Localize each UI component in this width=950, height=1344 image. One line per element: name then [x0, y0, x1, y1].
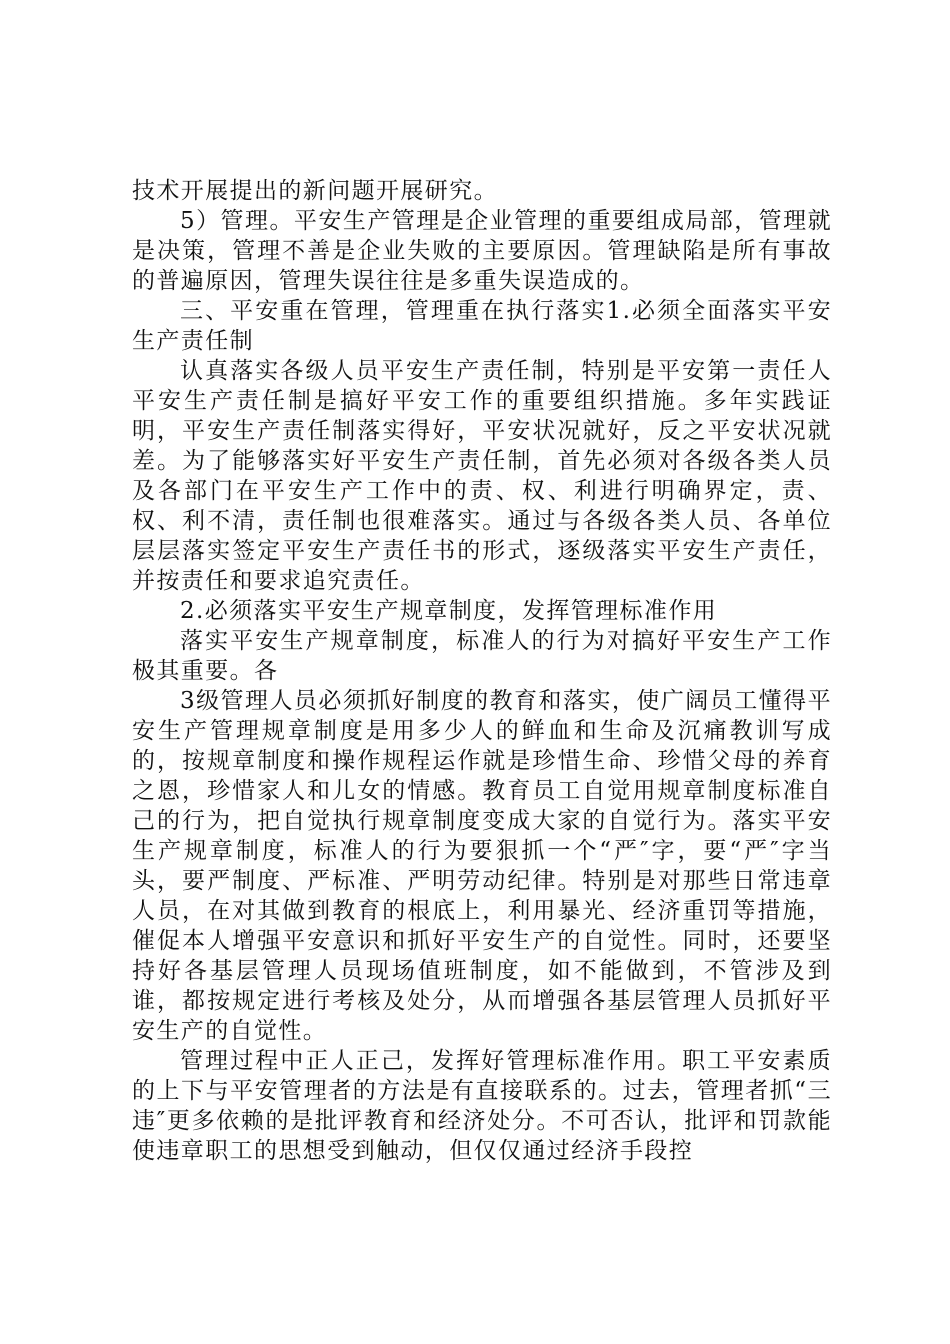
paragraph: 5）管理。平安生产管理是企业管理的重要组成局部，管理就是决策，管理不善是企业失败的主要原因。管理缺陷是所有事故的普遍原因，管理失误往往是多重失误造成的。 — [132, 208, 832, 294]
document-body — [132, 176, 832, 1166]
paragraph: 认真落实各级人员平安生产责任制，特别是平安第一责任人平安生产责任制是搞好平安工作的重要组织措施。多年实践证明，平安生产责任制落实得好，平安状况就好，反之平安状况就差。为了能够落实好平安生产责任制，首先必须对各级各类人员及各部门在平安生产工作中的责、权、利进行明确界定，责、权、利不清，责任制也很难落实。通过与各级各类人员、各单位层层落实签定平安生产责任书的形式，逐级落实平安生产责任，并按责任和要求追究责任。 — [132, 358, 832, 594]
paragraph: 3级管理人员必须抓好制度的教育和落实，使广阔员工懂得平安生产管理规章制度是用多少人的鲜血和生命及沉痛教训写成的，按规章制度和操作规程运作就是珍惜生命、珍惜父母的养育之恩，珍惜家人和儿女的情感。教育员工自觉用规章制度标准自己的行为，把自觉执行规章制度变成大家的自觉行为。落实平安生产规章制度，标准人的行为要狠抓一个“严″字，要“严″字当头，要严制度、严标准、严明劳动纪律。特别是对那些日常违章人员，在对其做到教育的根底上，利用暴光、经济重罚等措施，催促本人增强平安意识和抓好平安生产的自觉性。同时，还要坚持好各基层管理人员现场值班制度，如不能做到，不管涉及到谁，都按规定进行考核及处分，从而增强各基层管理人员抓好平安生产的自觉性。 — [132, 688, 832, 1044]
paragraph: 管理过程中正人正己，发挥好管理标准作用。职工平安素质的上下与平安管理者的方法是有直接联系的。过去，管理者抓“三违″更多依赖的是批评教育和经济处分。不可否认，批评和罚款能使违章职工的思想受到触动，但仅仅通过经济手段控 — [132, 1048, 832, 1164]
section-heading: 三、平安重在管理，管理重在执行落实1.必须全面落实平安生产责任制 — [132, 298, 832, 354]
paragraph: 技术开展提出的新问题开展研究。 — [132, 178, 498, 204]
paragraph: 落实平安生产规章制度，标准人的行为对搞好平安生产工作极其重要。各 — [132, 628, 832, 684]
section-heading: 2.必须落实平安生产规章制度，发挥管理标准作用 — [180, 598, 718, 624]
